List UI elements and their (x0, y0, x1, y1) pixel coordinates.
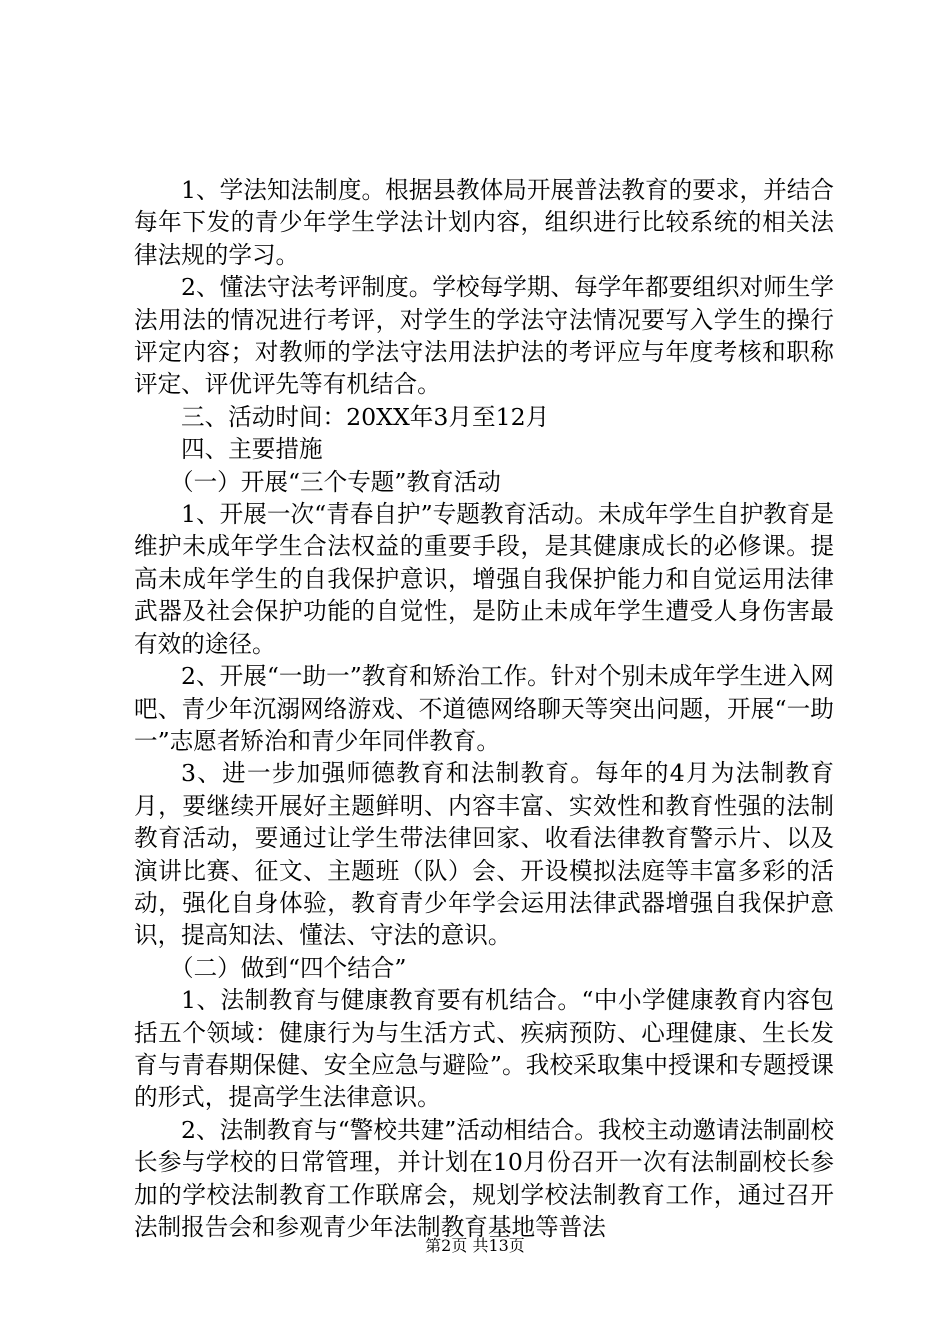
subheading-four-combinations: （二）做到“四个结合” (170, 953, 407, 982)
paragraph-health-education: 1、法制教育与健康教育要有机结合。“中小学健康教育内容包括五个领域：健康行为与生活方式、疾病预防、心理健康、生长发育与青春期保健、安全应急与避险”。我校采取集中授课和专题授课的形式，提高学生法律意识。 (134, 986, 834, 1112)
paragraph-study-law-system: 1、学法知法制度。根据县教体局开展普法教育的要求，并结合每年下发的青少年学生学法计划内容，组织进行比较系统的相关法律法规的学习。 (134, 176, 834, 269)
document-body (134, 174, 834, 1243)
subheading-three-topics: （一）开展“三个专题”教育活动 (170, 467, 501, 496)
paragraph-teacher-ethics: 3、进一步加强师德教育和法制教育。每年的4月为法制教育月，要继续开展好主题鲜明、内容丰富、实效性和教育性强的法制教育活动，要通过让学生带法律回家、收看法律教育警示片、以及演讲比赛、征文、主题班（队）会、开设模拟法庭等丰富多彩的活动，强化自身体验，教育青少年学会运用法律武器增强自我保护意识，提高知法、懂法、守法的意识。 (134, 759, 834, 950)
paragraph-youth-self-protection: 1、开展一次“青春自护”专题教育活动。未成年学生自护教育是维护未成年学生合法权益的重要手段，是其健康成长的必修课。提高未成年学生的自我保护意识，增强自我保护能力和自觉运用法律武器及社会保护功能的自觉性，是防止未成年学生遭受人身伤害最有效的途径。 (134, 500, 834, 658)
paragraph-one-help-one: 2、开展“一助一”教育和矫治工作。针对个别未成年学生进入网吧、青少年沉溺网络游戏、不道德网络聊天等突出问题，开展“一助一”志愿者矫治和青少年同伴教育。 (134, 662, 834, 755)
paragraph-police-school: 2、法制教育与“警校共建”活动相结合。我校主动邀请法制副校长参与学校的日常管理，并计划在10月份召开一次有法制副校长参加的学校法制教育工作联席会，规划学校法制教育工作，通过召开法制报告会和参观青少年法制教育基地等普法 (134, 1115, 834, 1241)
paragraph-evaluation-system: 2、懂法守法考评制度。学校每学期、每学年都要组织对师生学法用法的情况进行考评，对学生的学法守法情况要写入学生的操行评定内容；对教师的学法守法用法护法的考评应与年度考核和职称评定、评优评先等有机结合。 (134, 273, 834, 399)
heading-activity-time: 三、活动时间：20XX年3月至12月 (181, 402, 550, 431)
page-number-footer: 第2页 共13页 (425, 1236, 525, 1255)
heading-main-measures: 四、主要措施 (181, 435, 323, 464)
